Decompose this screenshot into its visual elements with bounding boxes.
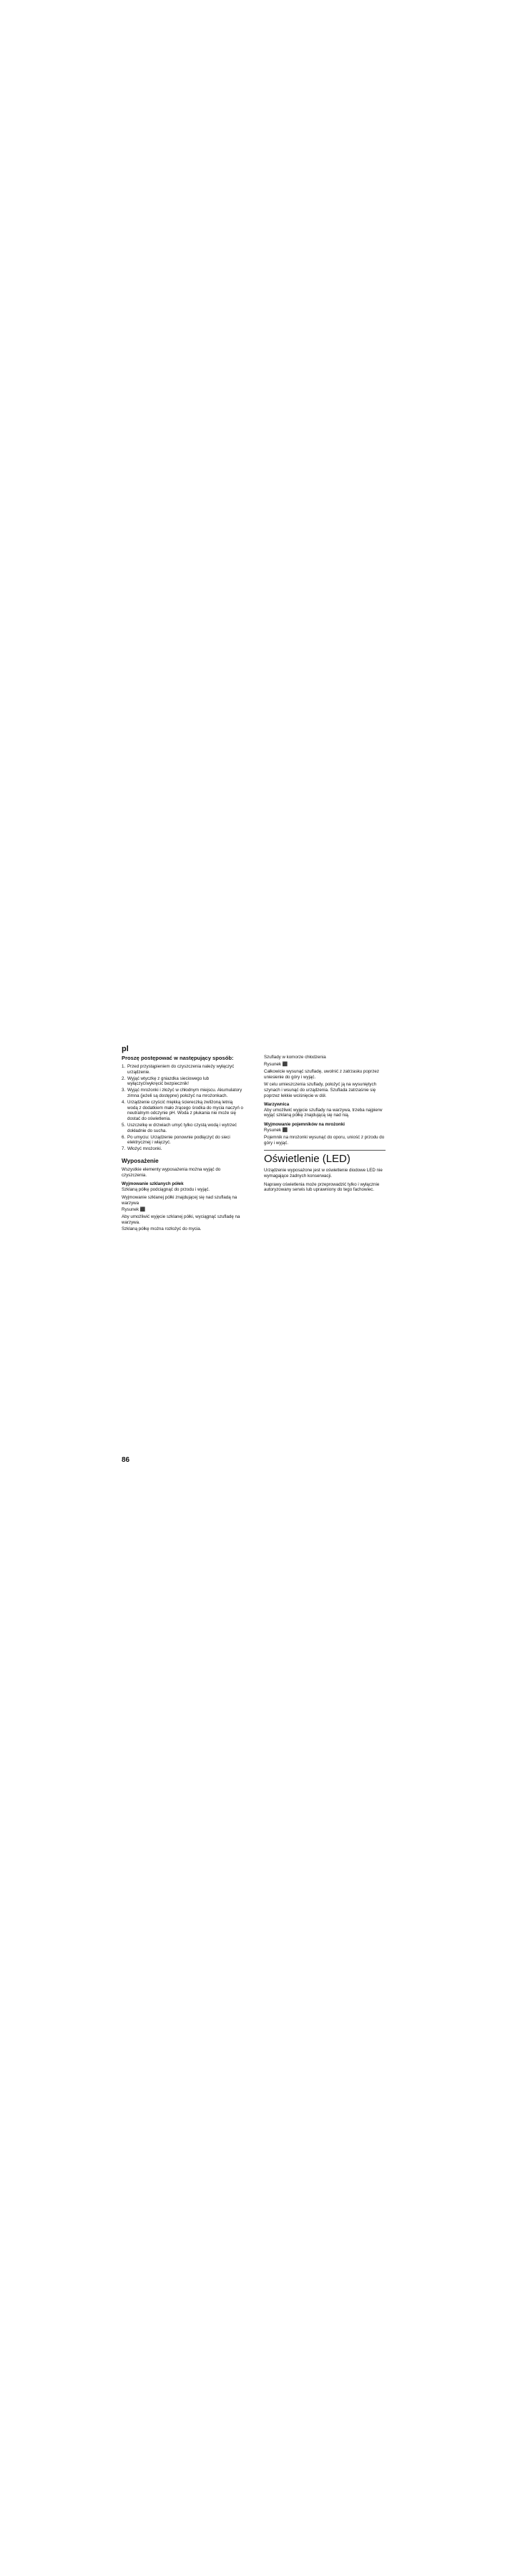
led-text: Urządzenie wyposażone jest w oświetlenie diodowe LED nie wymagające żadnych konserwacji.: [264, 1168, 383, 1179]
list-item: 6. Po umyciu: Urządzenie ponownie podłączyć do sieci elektrycznej i włączyć.: [122, 1134, 230, 1146]
list-item: 1. Przed przystąpieniem do czyszczenia należy wyłączyć urządzenie.: [122, 1064, 235, 1075]
glass-shelf-text-3: Szklaną półkę można rozłożyć do mycia.: [122, 1226, 202, 1232]
glass-shelf-text-2: Aby umożliwić wyjęcie szklanej półki, wyciągnąć szufladę na warzywa.: [122, 1214, 240, 1225]
glass-shelves-text: Szklaną półkę podciągnąć do przodu i wyjąć.: [122, 1186, 210, 1192]
freezer-containers-text: Pojemnik na mrożonki wysunąć do oporu, uniość z przodu do góry i wyjąć.: [264, 1135, 385, 1146]
list-item: 7. Włożyć mrożonki.: [122, 1146, 162, 1152]
right-column: [264, 1055, 386, 1194]
cleaning-steps-list: [122, 1064, 243, 1152]
list-item: 2. Wyjąć wtyczkę z gniazdka sieciowego lub wyłączyć/wykręcić bezpiecznik!: [122, 1075, 210, 1087]
led-text-2: Naprawy oświetlenia może przeprowadzić tylko i wyłącznie autoryzowany serwis lub uprawniony do tego fachowiec.: [264, 1181, 380, 1193]
vegetable-drawer-text: Aby umożliwić wyjęcie szuflady na warzywa, trzeba najpierw wyjąć szklaną półkę znajdującą się nad nią.: [264, 1107, 383, 1118]
glass-shelves-heading: Wyjmowanie szklanych półek: [122, 1181, 184, 1187]
equipment-heading: Wyposażenie: [122, 1157, 159, 1164]
procedure-heading: Proszę postępować w następujący sposób:: [122, 1055, 234, 1061]
list-item: 5. Uszczelkę w drzwiach umyć tylko czystą wodą i wytrzeć dokładnie do sucha.: [122, 1122, 237, 1133]
left-column: [122, 1055, 243, 1234]
led-heading: Oświetlenie (LED): [264, 1150, 386, 1166]
list-item: 4. Urządzenie czyścić miękką ściereczką zwilżoną letnią wodą z dodatkiem mało żrącego środka do mycia naczyń o neutralnym odczynie pH. Woda z płukania nie może się dostać do oświetlenia.: [122, 1100, 243, 1121]
figure-ref-glass: Rysunek ⬛: [122, 1207, 146, 1213]
figure-ref-drawers: Rysunek ⬛: [264, 1061, 288, 1067]
vegetable-drawer-heading: Warzywnica: [264, 1102, 290, 1108]
figure-ref-freezer: Rysunek ⬛: [264, 1127, 288, 1133]
drawers-text: Całkowicie wysunąć szufladę, uwolnić z zatrzasku poprzez uniesienie do góry i wyjąć.: [264, 1069, 379, 1080]
glass-shelf-over-drawer-text: Wyjmowanie szklanej półki znajdującej się nad szufladą na warzywa: [122, 1195, 237, 1206]
drawers-text-2: W celu umieszczenia szuflady, położyć ją na wysuniętych szynach i wsunąć do urządzenia. Szuflada zatrzaśnie się poprzez lekkie wciśnięcie w dół.: [264, 1082, 377, 1098]
drawers-heading: Szuflady w komorze chłodzenia: [264, 1055, 326, 1060]
page-number: 86: [122, 1456, 130, 1464]
list-item: 3. Wyjąć mrożonki i złożyć w chłodnym miejscu. Akumulatory zimna (jeżeli są dostępne) położyć na mrożonkach.: [122, 1088, 242, 1098]
freezer-containers-heading: Wyjmowanie pojemników na mrożonki: [264, 1121, 345, 1127]
equipment-intro: Wszystkie elementy wyposażenia można wyjąć do czyszczenia.: [122, 1166, 221, 1178]
language-tag: pl: [122, 1045, 129, 1053]
